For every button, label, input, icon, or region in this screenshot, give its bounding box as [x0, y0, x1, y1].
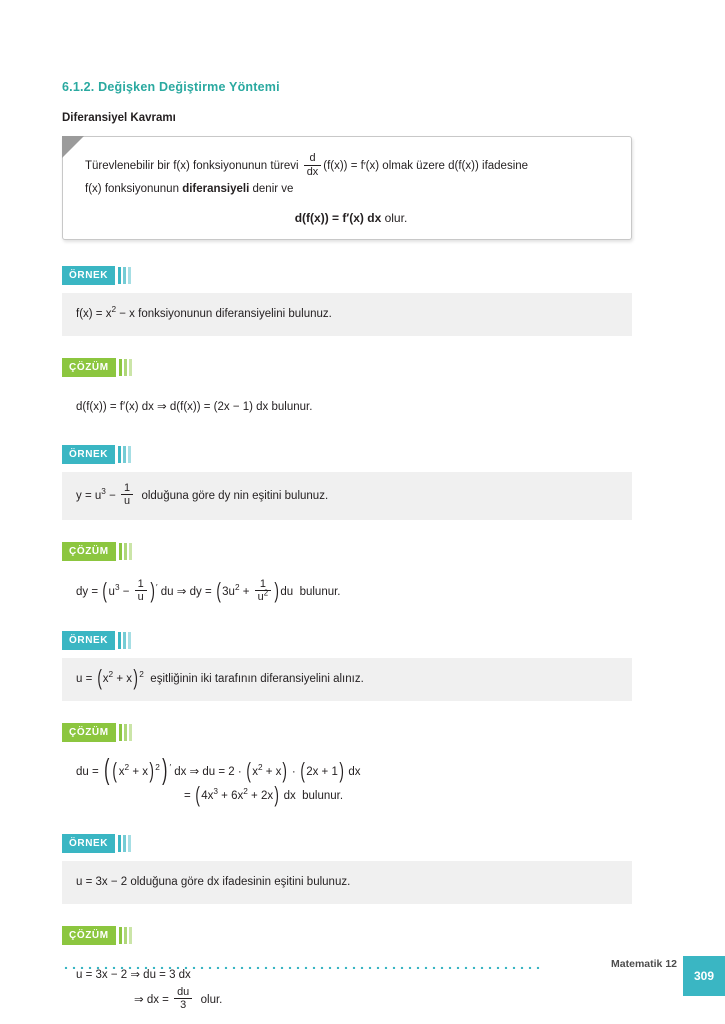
solution-3-line-1: du = ( $(x^2 + x)^2$) ′ dx ⇒ du = $2 \cdot (x^2 + x) \cdot (2x + 1)$ dx — [76, 754, 361, 787]
solution-3 — [62, 750, 632, 812]
question-1: $f(x) = x^2 - x$ fonksiyonunun diferansiyelini bulunuz. — [62, 293, 632, 336]
corner-fold-icon — [62, 136, 84, 158]
ornek-label: ÖRNEK — [62, 631, 115, 650]
definition-text-d: ifadesine — [482, 160, 529, 173]
definition-derivative-expr: $\frac{d}{dx}$ (f(x)) = f′(x) — [302, 160, 379, 172]
cozum-bars-icon — [119, 927, 134, 944]
solution-tag-4 — [62, 926, 632, 945]
solution-3-line-2: = $(4x^3 + 6x^2 + 2x)$ dx bulunur. — [184, 781, 344, 807]
cozum-bars-icon — [119, 359, 134, 376]
question-4: u = 3x − 2 olduğuna göre dx ifadesinin eşitini bulunuz. — [62, 861, 632, 904]
definition-text-e: fonksiyonunun — [104, 183, 179, 196]
solution-1-line: d(f(x)) = f′(x) dx ⇒ d(f(x)) = (2x − 1) dx bulunur. — [76, 400, 313, 413]
definition-dfx: d(f(x)) — [448, 160, 479, 173]
definition-box — [62, 136, 632, 240]
example-tag-4 — [62, 834, 632, 853]
definition-text-c: olmak üzere — [382, 160, 445, 173]
ornek-label: ÖRNEK — [62, 266, 115, 285]
cozum-label: ÇÖZÜM — [62, 723, 116, 742]
solution-4-line-1: u = 3x − 2 ⇒ du = 3 dx — [76, 968, 191, 981]
ornek-label: ÖRNEK — [62, 834, 115, 853]
subsection-title: Diferansiyel Kavramı — [62, 112, 176, 124]
definition-line-1 — [85, 153, 617, 179]
d-dx-fraction: $\frac{d}{dx}$ — [304, 152, 322, 178]
definition-text-b: fonksiyonunun türevi — [193, 160, 299, 173]
ornek-bars-icon — [118, 446, 133, 463]
solution-1 — [62, 385, 632, 423]
solution-2-math: dy = ($u^3$ − $\frac{1}{u}$ )′ du ⇒ dy = ($3u^2$ + $\frac{1}{u^2}$ )du bulunur. — [76, 577, 341, 604]
ornek-bars-icon — [118, 835, 133, 852]
solution-tag-1 — [62, 358, 632, 377]
solution-4-line-2: ⇒ dx = $\frac{du}{3}$ olur. — [134, 985, 223, 1012]
cozum-bars-icon — [119, 543, 134, 560]
cozum-label: ÇÖZÜM — [62, 926, 116, 945]
definition-formula-text: d(f(x)) = f′(x) dx — [294, 210, 382, 225]
definition-fx-b: f(x) — [85, 183, 102, 196]
solution-tag-2 — [62, 542, 632, 561]
cozum-bars-icon — [119, 724, 134, 741]
page-number: 309 — [683, 956, 725, 996]
example-tag-1 — [62, 266, 632, 285]
question-2-math: $y = u^3$ − $\frac{1}{u}$ olduğuna göre dy nin eşitini bulunuz. — [76, 481, 329, 508]
question-2 — [62, 472, 632, 520]
definition-formula-tail: olur. — [384, 210, 408, 225]
page-title: 6.1.2. Değişken Değiştirme Yöntemi — [62, 80, 280, 94]
footer-divider — [62, 966, 542, 969]
page-content — [62, 80, 632, 1017]
definition-formula — [85, 211, 617, 225]
example-tag-2 — [62, 445, 632, 464]
solution-4 — [62, 953, 632, 1017]
example-tag-3 — [62, 631, 632, 650]
question-3 — [62, 658, 632, 701]
definition-text-a: Türevlenebilir bir — [85, 160, 171, 173]
cozum-label: ÇÖZÜM — [62, 358, 116, 377]
ornek-bars-icon — [118, 267, 133, 284]
definition-fx-a: f(x) — [173, 160, 190, 173]
solution-tag-3 — [62, 723, 632, 742]
definition-text-f: denir ve — [252, 183, 294, 196]
cozum-label: ÇÖZÜM — [62, 542, 116, 561]
ornek-bars-icon — [118, 632, 133, 649]
solution-2 — [62, 569, 632, 609]
definition-line-2 — [85, 179, 617, 201]
question-3-math: $u = (x^2 + x)^2$ eşitliğinin iki tarafının diferansiyelini alınız. — [76, 664, 364, 690]
footer-book-label: Matematik 12 — [611, 958, 677, 970]
ornek-label: ÖRNEK — [62, 445, 115, 464]
definition-keyword: diferansiyeli — [182, 183, 250, 196]
